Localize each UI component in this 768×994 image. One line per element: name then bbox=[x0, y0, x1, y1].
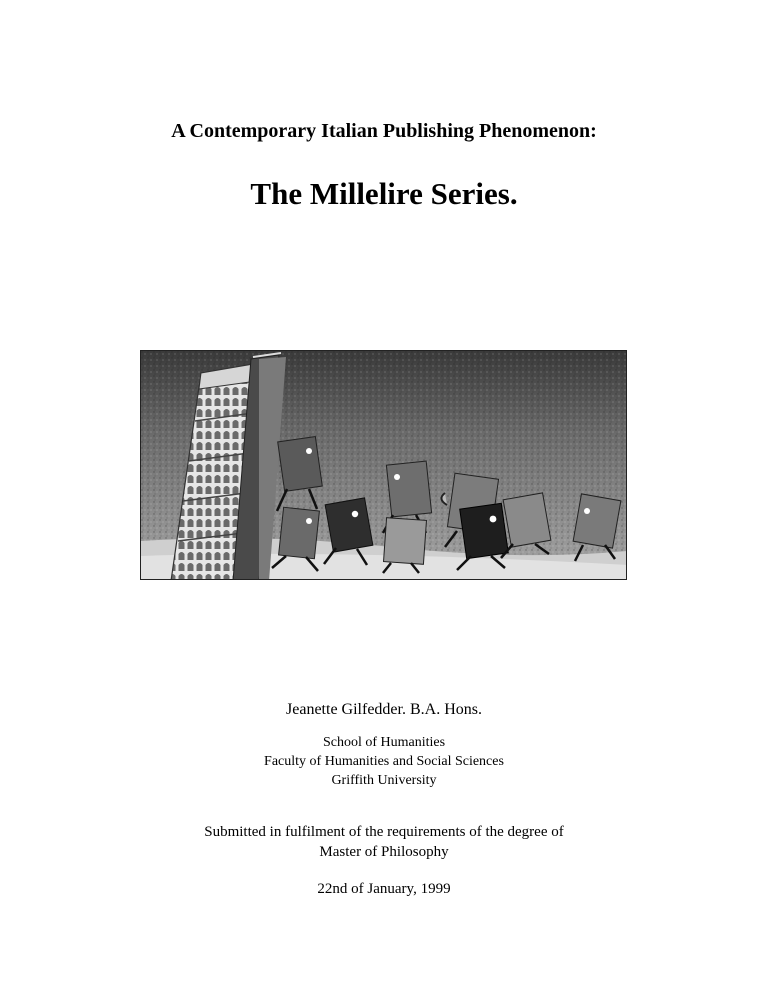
school-name: School of Humanities bbox=[322, 735, 446, 750]
submission-date: 22nd of January, 1999 bbox=[317, 881, 451, 897]
faculty-name: Faculty of Humanities and Social Sciences bbox=[264, 754, 504, 769]
submission-statement bbox=[0, 822, 768, 862]
document-subtitle: A Contemporary Italian Publishing Phenomenon: bbox=[171, 120, 597, 142]
cover-illustration bbox=[140, 350, 627, 580]
degree-name: Master of Philosophy bbox=[319, 844, 449, 860]
affiliation-block bbox=[0, 733, 768, 790]
document-title: The Millelire Series. bbox=[250, 176, 518, 211]
university-name: Griffith University bbox=[331, 773, 437, 788]
submission-line-1: Submitted in fulfilment of the requirements of the degree of bbox=[204, 824, 564, 840]
author-name: Jeanette Gilfedder. B.A. Hons. bbox=[286, 701, 482, 718]
